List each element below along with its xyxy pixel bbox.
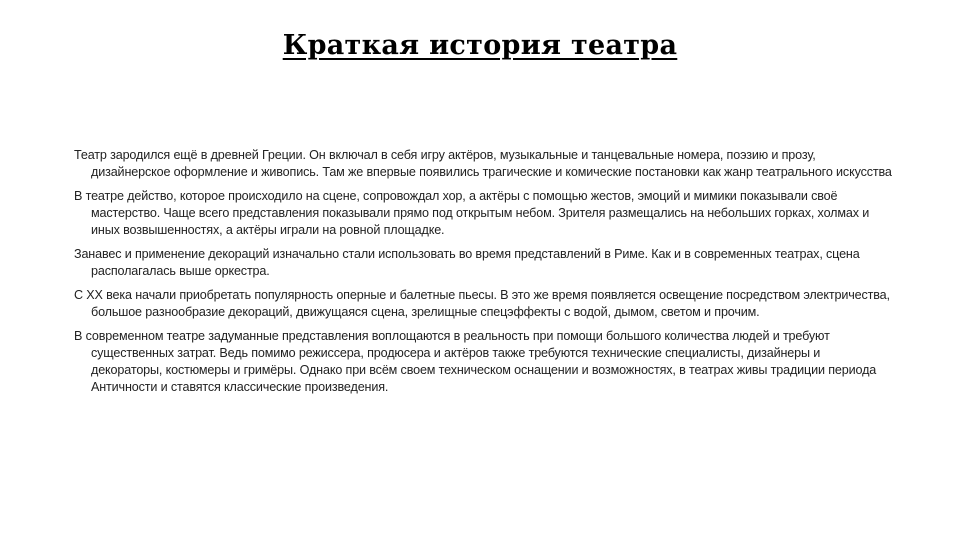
paragraph-greece: Театр зародился ещё в древней Греции. Он включал в себя игру актёров, музыкальные и танцевальные номера, поэзию и прозу, дизайнерское оформление и живопись. Там же впервые появились трагические и комические постановки как жанр театрального искусства [74, 148, 892, 179]
slide-title: Краткая история театра [282, 30, 678, 61]
paragraph-chorus: В театре действо, которое происходило на сцене, сопровождал хор, а актёры с помощью жестов, эмоций и мимики показывали своё мастерство. Чаще всего представления показывали прямо под открытым небом. Зрителя размещались на небольших горках, холмах и иных возвышенностях, а актёры играли на ровной площадке. [74, 189, 870, 237]
paragraph-modern-theatre: В современном театре задуманные представления воплощаются в реальность при помощи большого количества людей и требуют существенных затрат. Ведь помимо режиссера, продюсера и актёров также требуются технические специалисты, дизайнеры и декораторы, костюмеры и гримёры. Однако при всём своем техническом оснащении и возможностях, в театрах живы традиции периода Античности и ставятся классические произведения. [74, 329, 877, 394]
paragraph-20th-century: С XX века начали приобретать популярность оперные и балетные пьесы. В это же время появляется освещение посредством электричества, большое разнообразие декораций, движущаяся сцена, зрелищные спецэффекты с водой, дымом, светом и прочим. [74, 288, 890, 319]
paragraph-rome: Занавес и применение декораций изначально стали использовать во время представлений в Риме. Как и в современных театрах, сцена располагалась выше оркестра. [74, 247, 860, 278]
slide-body [74, 147, 894, 403]
